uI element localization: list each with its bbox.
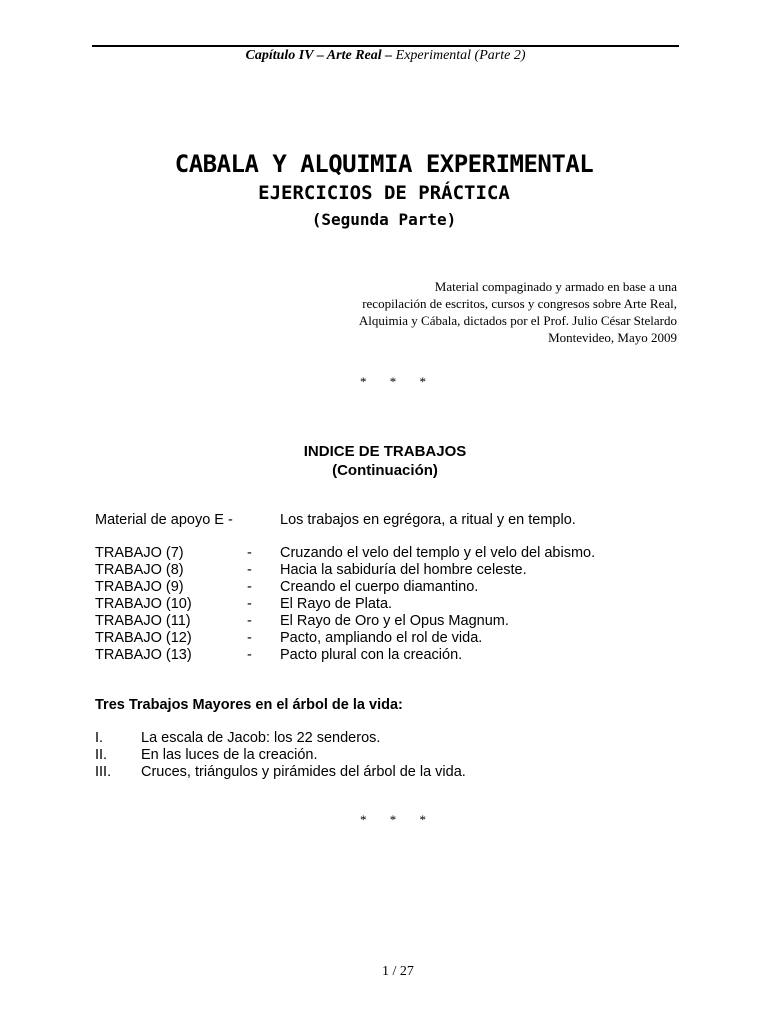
support-label: Material de apoyo E - [95, 512, 233, 528]
credit-line-3: Alquimia y Cábala, dictados por el Prof. Julio César Stelardo [358, 313, 677, 328]
major-item-text: Cruces, triángulos y pirámides del árbol de la vida. [141, 764, 466, 780]
work-text: Cruzando el velo del templo y el velo del abismo. [280, 545, 596, 561]
work-label: TRABAJO (8) [95, 562, 184, 578]
index-heading [0, 442, 768, 480]
separator-stars-top: * * * [360, 374, 436, 389]
major-works-heading: Tres Trabajos Mayores en el árbol de la vida: [95, 697, 403, 713]
header-chapter: Capítulo IV – Arte Real – [245, 48, 393, 63]
work-text: El Rayo de Oro y el Opus Magnum. [280, 613, 509, 629]
work-dash: - [247, 579, 252, 595]
work-dash: - [247, 647, 252, 663]
work-text: Pacto, ampliando el rol de vida. [280, 630, 483, 646]
work-text: Hacia la sabiduría del hombre celeste. [280, 562, 527, 578]
work-text: Pacto plural con la creación. [280, 647, 463, 663]
document-subtitle: EJERCICIOS DE PRÁCTICA [258, 182, 510, 204]
major-item-text: En las luces de la creación. [141, 747, 318, 763]
work-label: TRABAJO (11) [95, 613, 191, 629]
work-text: Creando el cuerpo diamantino. [280, 579, 479, 595]
index-title: INDICE DE TRABAJOS [303, 443, 467, 460]
credit-line-4: Montevideo, Mayo 2009 [548, 330, 677, 345]
credit-block [257, 278, 677, 346]
header-rule [92, 45, 679, 47]
credit-line-2: recopilación de escritos, cursos y congresos sobre Arte Real, [362, 296, 677, 311]
header-subtitle: Experimental (Parte 2) [395, 48, 526, 63]
major-item-number: II. [95, 747, 108, 763]
credit-line-1: Material compaginado y armado en base a una [434, 279, 677, 294]
work-text: El Rayo de Plata. [280, 596, 393, 612]
work-label: TRABAJO (9) [95, 579, 184, 595]
work-dash: - [247, 630, 252, 646]
major-item-number: I. [95, 730, 104, 746]
work-dash: - [247, 562, 252, 578]
major-item-text: La escala de Jacob: los 22 senderos. [141, 730, 381, 746]
document-part: (Segunda Parte) [311, 210, 457, 229]
work-label: TRABAJO (10) [95, 596, 192, 612]
work-dash: - [247, 545, 252, 561]
page-number: 1 / 27 [382, 964, 414, 979]
work-dash: - [247, 613, 252, 629]
major-item-number: III. [95, 764, 112, 780]
work-label: TRABAJO (13) [95, 647, 192, 663]
index-subtitle: (Continuación) [332, 462, 438, 479]
separator-stars-bottom: * * * [360, 812, 436, 827]
work-label: TRABAJO (12) [95, 630, 192, 646]
document-title: CABALA Y ALQUIMIA EXPERIMENTAL [174, 150, 594, 178]
running-header [92, 48, 679, 64]
work-label: TRABAJO (7) [95, 545, 184, 561]
work-dash: - [247, 596, 252, 612]
support-text: Los trabajos en egrégora, a ritual y en templo. [280, 512, 576, 528]
